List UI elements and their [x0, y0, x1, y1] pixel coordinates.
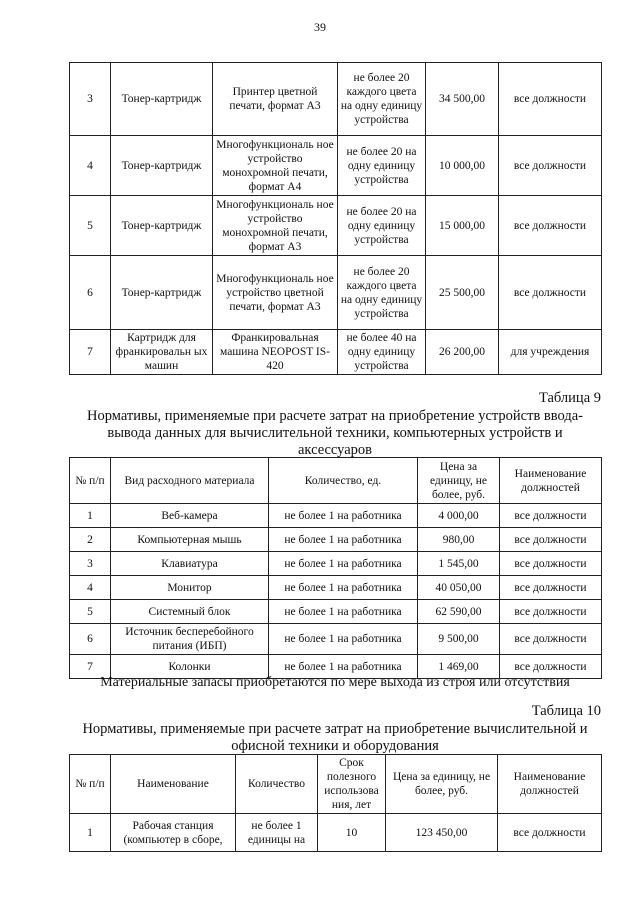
unit-price: 1 469,00: [418, 655, 500, 679]
row-number: 6: [70, 624, 111, 655]
quantity: не более 1 на работника: [269, 528, 418, 552]
positions: все должности: [499, 256, 602, 330]
unit-price: 34 500,00: [426, 63, 499, 136]
header-service-life: Срок полезного использова ния, лет: [318, 755, 386, 814]
table-row: [70, 330, 602, 375]
row-number: 1: [70, 504, 111, 528]
row-number: 4: [70, 136, 111, 196]
row-number: 5: [70, 196, 111, 256]
quantity: не более 20 на одну единицу устройства: [338, 196, 426, 256]
device-name: Принтер цветной печати, формат А3: [213, 63, 338, 136]
table-header-row: [70, 755, 602, 814]
positions: все должности: [500, 552, 602, 576]
row-number: 4: [70, 576, 111, 600]
positions: для учреждения: [499, 330, 602, 375]
material-type: Картридж для франкировальн ых машин: [111, 330, 213, 375]
table-row: [70, 256, 602, 330]
row-number: 6: [70, 256, 111, 330]
row-number: 3: [70, 552, 111, 576]
service-life: 10: [318, 814, 386, 852]
unit-price: 9 500,00: [418, 624, 500, 655]
table-header-row: [70, 458, 602, 504]
quantity: не более 40 на одну единицу устройства: [338, 330, 426, 375]
table-row: [70, 600, 602, 624]
page-number: 39: [314, 20, 326, 34]
unit-price: 26 200,00: [426, 330, 499, 375]
unit-price: 25 500,00: [426, 256, 499, 330]
quantity: не более 1 на работника: [269, 600, 418, 624]
material-type: Колонки: [111, 655, 269, 679]
header-number: № п/п: [70, 458, 111, 504]
row-number: 7: [70, 330, 111, 375]
positions: все должности: [500, 600, 602, 624]
quantity: не более 20 каждого цвета на одну единицу устройства: [338, 63, 426, 136]
table-9-title: Нормативы, применяемые при расчете затрат на приобретение устройств ввода-вывода данных для вычислительной техники, компьютерных устройств и аксессуаров: [86, 408, 583, 458]
table-row: [70, 552, 602, 576]
positions: все должности: [499, 196, 602, 256]
unit-price: 123 450,00: [386, 814, 498, 852]
row-number: 1: [70, 814, 111, 852]
consumables-table: [69, 62, 602, 375]
material-type: Тонер-картридж: [111, 256, 213, 330]
header-price: Цена за единицу, не более, руб.: [386, 755, 498, 814]
material-type: Монитор: [111, 576, 269, 600]
table-row: [70, 504, 602, 528]
table-10-title: Нормативы, применяемые при расчете затрат на приобретение вычислительной и офисной техники и оборудования: [82, 721, 588, 754]
table-9-note: Материальные запасы приобретаются по мере выхода из строя или отсутствия: [100, 675, 570, 690]
table-row: [70, 63, 602, 136]
quantity: не более 1 на работника: [269, 552, 418, 576]
row-number: 7: [70, 655, 111, 679]
positions: все должности: [500, 576, 602, 600]
table-row: [70, 814, 602, 852]
unit-price: 4 000,00: [418, 504, 500, 528]
header-number: № п/п: [70, 755, 111, 814]
positions: все должности: [499, 63, 602, 136]
material-type: Клавиатура: [111, 552, 269, 576]
table-row: [70, 136, 602, 196]
table-row: [70, 576, 602, 600]
positions: все должности: [499, 136, 602, 196]
header-positions: Наименование должностей: [500, 458, 602, 504]
material-type: Тонер-картридж: [111, 196, 213, 256]
positions: все должности: [500, 655, 602, 679]
unit-price: 980,00: [418, 528, 500, 552]
header-quantity: Количество, ед.: [269, 458, 418, 504]
unit-price: 1 545,00: [418, 552, 500, 576]
positions: все должности: [500, 504, 602, 528]
material-type: Тонер-картридж: [111, 136, 213, 196]
unit-price: 15 000,00: [426, 196, 499, 256]
positions: все должности: [498, 814, 602, 852]
header-material: Вид расходного материала: [111, 458, 269, 504]
device-name: Многофункциональ ное устройство цветной печати, формат А3: [213, 256, 338, 330]
quantity: не более 1 на работника: [269, 504, 418, 528]
device-name: Многофункциональ ное устройство монохромной печати, формат А4: [213, 136, 338, 196]
item-name: Рабочая станция (компьютер в сборе,: [111, 814, 236, 852]
row-number: 5: [70, 600, 111, 624]
material-type: Веб-камера: [111, 504, 269, 528]
device-name: Франкировальная машина NEOPOST IS-420: [213, 330, 338, 375]
quantity: не более 1 на работника: [269, 576, 418, 600]
header-positions: Наименование должностей: [498, 755, 602, 814]
header-quantity: Количество: [236, 755, 318, 814]
header-price: Цена за единицу, не более, руб.: [418, 458, 500, 504]
material-type: Системный блок: [111, 600, 269, 624]
table-9-label: Таблица 9: [538, 390, 601, 406]
unit-price: 10 000,00: [426, 136, 499, 196]
unit-price: 40 050,00: [418, 576, 500, 600]
quantity: не более 20 каждого цвета на одну единицу устройства: [338, 256, 426, 330]
row-number: 3: [70, 63, 111, 136]
table-row: [70, 624, 602, 655]
material-type: Компьютерная мышь: [111, 528, 269, 552]
io-devices-table: [69, 457, 602, 679]
positions: все должности: [500, 528, 602, 552]
positions: все должности: [500, 624, 602, 655]
quantity: не более 1 на работника: [269, 624, 418, 655]
table-row: [70, 528, 602, 552]
quantity: не более 1 на работника: [269, 655, 418, 679]
material-type: Тонер-картридж: [111, 63, 213, 136]
device-name: Многофункциональ ное устройство монохромной печати, формат А3: [213, 196, 338, 256]
header-name: Наименование: [111, 755, 236, 814]
office-equipment-table: [69, 754, 602, 852]
quantity: не более 20 на одну единицу устройства: [338, 136, 426, 196]
quantity: не более 1 единицы на: [236, 814, 318, 852]
table-row: [70, 196, 602, 256]
unit-price: 62 590,00: [418, 600, 500, 624]
material-type: Источник бесперебойного питания (ИБП): [111, 624, 269, 655]
table-10-label: Таблица 10: [531, 703, 601, 719]
row-number: 2: [70, 528, 111, 552]
